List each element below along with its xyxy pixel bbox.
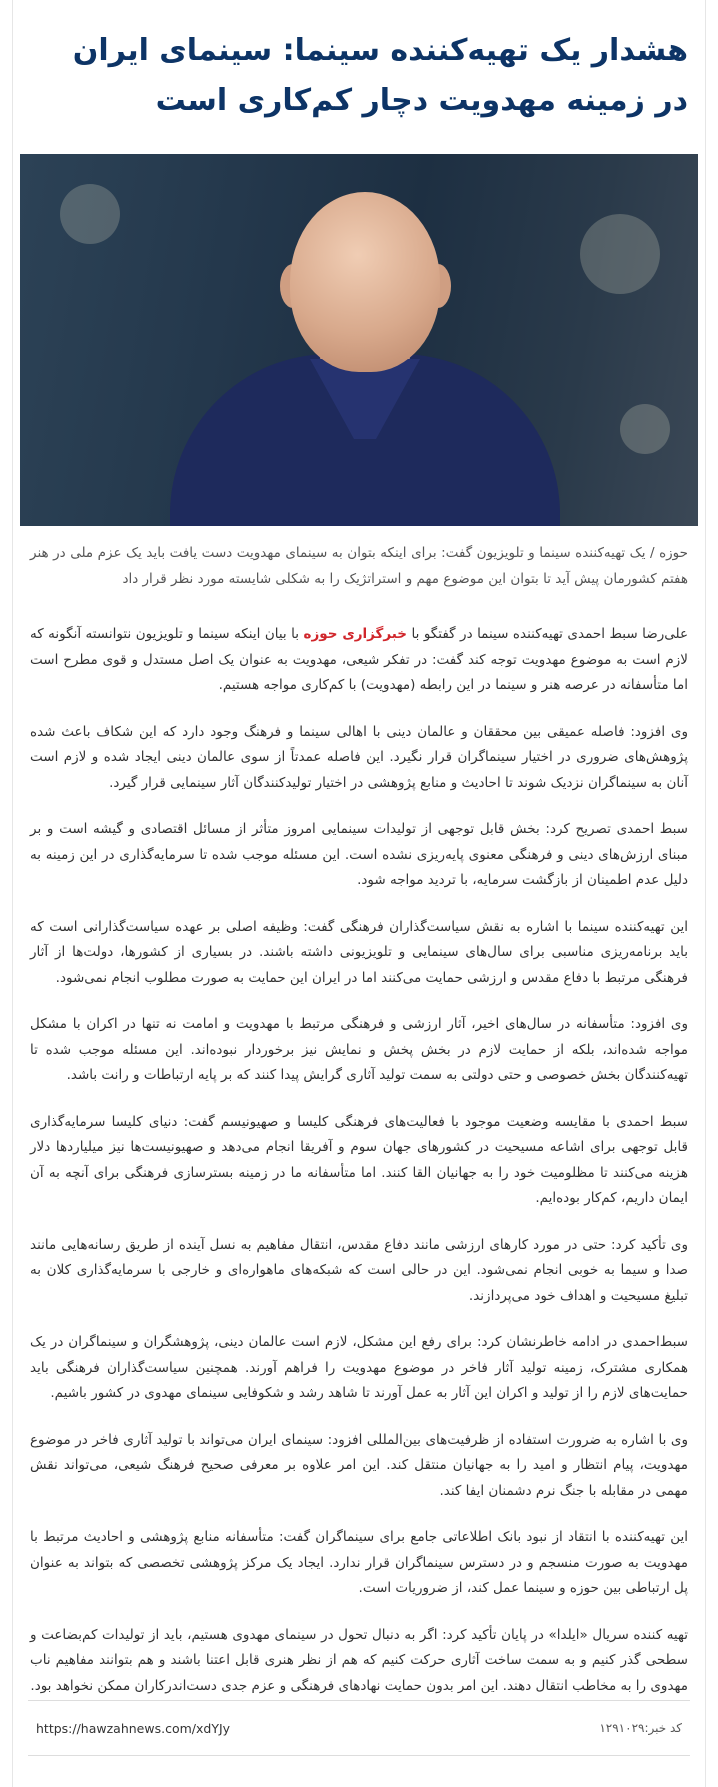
person-head — [290, 192, 440, 372]
body-paragraph: این تهیه‌کننده سینما با اشاره به نقش سیاست‌گذاران فرهنگی گفت: وظیفه اصلی بر عهده سیاست‌گذارانی است که باید برنامه‌ریزی مناسبی برای سال‌های سینمایی و تلویزیونی داشته باشند. در بسیاری از کشورها، دولت‌ها از آثار فرهنگی مرتبط با دفاع مقدس و ارزشی حمایت می‌کنند اما در ایران این حمایت به صورت مطلوب انجام نمی‌شود. — [30, 918, 688, 986]
right-border — [705, 0, 706, 1787]
news-code: کد خبر:۱۲۹۱۰۲۹ — [599, 1721, 682, 1735]
body-paragraph: وی با اشاره به ضرورت استفاده از ظرفیت‌های بین‌المللی افزود: سینمای ایران می‌تواند با تولید آثاری فاخر در موضوع مهدویت، پیام انتظار و امید را به جهانیان منتقل کند. این امر علاوه بر معرفی صحیح فرهنگ شیعی، می‌تواند نقش مهمی در مقابله با جنگ نرم دشمنان ایفا کند. — [30, 1431, 688, 1499]
article-lead: حوزه / یک تهیه‌کننده سینما و تلویزیون گفت: برای اینکه بتوان به سینمای مهدویت دست یافت باید یک عزم ملی در هنر هفتم کشورمان پیش آید تا بتوان این موضوع مهم و استراتژیک را به شکلی شایسته مورد نظر قرار داد — [30, 545, 688, 587]
body-paragraph: سبط‌احمدی در ادامه خاطرنشان کرد: برای رفع این مشکل، لازم است عالمان دینی، پژوهشگران و سینماگران در یک همکاری مشترک، زمینه تولید آثار فاخر در موضوع مهدویت را فراهم آورند. همچنین سیاست‌گذاران فرهنگی باید حمایت‌های لازم را از تولید و اکران این آثار به عمل آورند تا شاهد رشد و شکوفایی سینمای مهدوی در کشور باشیم. — [30, 1334, 688, 1401]
intro-paragraph — [30, 622, 688, 699]
article-body — [30, 622, 688, 1699]
body-paragraph: وی افزود: متأسفانه در سال‌های اخیر، آثار ارزشی و فرهنگی مرتبط با مهدویت و امامت نه تنها در اکران با مشکل مواجه شده‌اند، بلکه از حمایت لازم در بخش پخش و نمایش نیز برخوردار نبوده‌اند. این مسئله موجب شده تا تهیه‌کنندگان بخش خصوصی و حتی دولتی به سمت تولید آثاری گرایش پیدا کنند که بر پایه ارتباطات و رانت باشد. — [30, 1016, 688, 1083]
short-url-link[interactable]: https://hawzahnews.com/xdYJy — [36, 1720, 231, 1736]
article-title: هشدار یک تهیه‌کننده سینما: سینمای ایران در زمینه مهدویت دچار کم‌کاری است — [72, 33, 688, 118]
background-light — [580, 214, 660, 294]
body-paragraph: سبط احمدی تصریح کرد: بخش قابل توجهی از تولیدات سینمایی امروز متأثر از مسائل اقتصادی و گیشه است و بر مبنای ارزش‌های دینی و فرهنگی معنوی پایه‌ریزی نشده است. این مسئله موجب شده تا سرمایه‌گذاری در این زمینه به دلیل عدم اطمینان از بازگشت سرمایه، با تردید مواجه شود. — [30, 821, 688, 888]
body-paragraph: سبط احمدی با مقایسه وضعیت موجود با فعالیت‌های فرهنگی کلیسا و صهیونیسم گفت: دنیای کلیسا سرمایه‌گذاری قابل توجهی برای اشاعه مسیحیت در کشورهای جهان سوم و آفریقا انجام می‌دهد و صهیونیست‌ها نیز میلیاردها دلار هزینه می‌کنند تا مظلومیت خود را به جهانیان القا کنند. اما متأسفانه ما در زمینه بسترسازی فرهنگی برای آنچه به آن ایمان داریم، کم‌کار بوده‌ایم. — [30, 1113, 688, 1206]
background-light — [60, 184, 120, 244]
article-photo — [20, 154, 698, 526]
body-paragraph: تهیه کننده سریال «ایلدا» در پایان تأکید کرد: اگر به دنبال تحول در سینمای مهدوی هستیم، باید از تولیدات کم‌بضاعت و سطحی گذر کنیم و به سمت ساخت آثاری حرکت کنیم که هم از نظر هنری قابل اعتنا باشند و هم بتوانند مفاهیم ناب مهدوی را به مخاطب انتقال دهند. این امر بدون حمایت نهادهای فرهنگی و عزم جدی دست‌اندرکاران ممکن نخواهد بود. — [30, 1626, 688, 1694]
body-paragraph: وی افزود: فاصله عمیقی بین محققان و عالمان دینی با اهالی سینما و فرهنگ وجود دارد که این شکاف باعث شده پژوهش‌های ضروری در اختیار سینماگران قرار نگیرد. این فاصله عمدتاً از سوی عالمان دینی ایجاد شده و لازم است آنان به سینماگران نزدیک شوند تا احادیث و منابع پژوهشی در اختیار تولیدکنندگان آثار سینمایی قرار گیرد. — [30, 723, 688, 791]
body-paragraph: این تهیه‌کننده با انتقاد از نبود بانک اطلاعاتی جامع برای سینماگران گفت: متأسفانه منابع پژوهشی و احادیث مرتبط با مهدویت به صورت منسجم و در دسترس سینماگران قرار ندارد. ایجاد یک مرکز پژوهشی تخصصی که بتواند به عنوان پل ارتباطی بین حوزه و سینما عمل کند، از ضروریات است. — [30, 1529, 688, 1596]
intro-before: علی‌رضا سبط احمدی تهیه‌کننده سینما در گفتگو با — [407, 626, 688, 642]
left-border — [12, 0, 13, 1787]
intro-after: با بیان اینکه سینما و تلویزیون نتوانسته آنگونه که لازم است به موضوع مهدویت توجه کند گفت: در تفکر شیعی، مهدویت به عنوان یک اصل مستدل و قوی مطرح است اما متأسفانه در عرصه هنر و سینما در این رابطه (مهدویت) با کم‌کاری مواجه هستیم. — [30, 626, 688, 693]
agency-link[interactable]: خبرگزاری حوزه — [303, 626, 407, 642]
article-footer — [28, 1700, 690, 1756]
background-light — [620, 404, 670, 454]
body-paragraph: وی تأکید کرد: حتی در مورد کارهای ارزشی مانند دفاع مقدس، انتقال مفاهیم به نسل آینده از طریق رسانه‌هایی مانند صدا و سیما به خوبی انجام نمی‌شود. این در حالی است که شبکه‌های ماهواره‌ای و خارجی با سرمایه‌گذاری کلان به تبلیغ مسیحیت و اهداف خود می‌پردازند. — [30, 1236, 688, 1304]
